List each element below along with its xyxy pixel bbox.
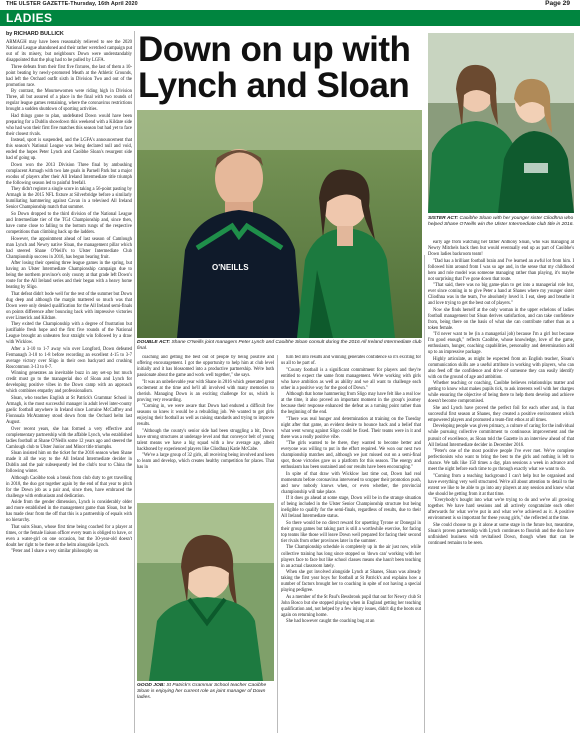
paragraph: If it does go ahead at some stage, Down will be in the strange situation of being included in the Ulster Senior Championship structure but being ineligible to qualify for the semi-finals, regardless of results, due to their All Ireland Intermediate status. bbox=[281, 496, 421, 520]
paragraph: However, the appointment ahead of last season of Camlough man Lynch and Newry native Sloan, the management pillar which had steered Shane O'Neill's to Ulster Intermediate Club Championship success in 2016, has begun bearing fruit. bbox=[6, 236, 132, 260]
publication-name: THE ULSTER GAZETTE-Thursday, 16th April 2020 bbox=[6, 1, 138, 7]
paragraph: "We've a large group of 32 girls, all receiving being involved and keen to learn and develop, which creates healthy competition for places. That has in bbox=[137, 453, 274, 471]
paragraph: "The girls wanted to be there, they wanted to become better and everyone was willing to put in the effort required. We won our next two championship matches and, although we just missed out on a semi-final spot, those victories gave us a platform for this season. The energy and enthusiasm has been sustained and our results have been encouraging." bbox=[281, 441, 421, 471]
job-caption-lead: GOOD JOB: bbox=[137, 683, 165, 688]
byline: by RICHARD BULLICK bbox=[6, 31, 64, 37]
paragraph: She could choose to go it alone at some stage in the future but, meantime, Sloan's proven partnership with Lynch continues to flourish and the duo have unfinished business with revitalised Down, though when that can be continued remains to be seen. bbox=[428, 522, 574, 546]
paragraph: "Although the county's senior side had been struggling a bit, Down have strong structures at underage level and that conveyor belt of young talent means we have a big squad with a low average age, albeit backboned by experienced players like Cliodhna) Katie McCabe. bbox=[137, 428, 274, 452]
main-photo-caption bbox=[137, 340, 422, 352]
article-column-1 bbox=[6, 31, 132, 733]
paragraph: "Dad has a brilliant football brain and I've learned an awful lot from him. I followed him around from I was so age and, in the sense that my childhood hero and role model was someone managing rather than playing, it's maybe not surprising that I've gone down that route. bbox=[428, 258, 574, 282]
paragraph: That defeat didn't bode well for the rest of the summer but Down dug deep and although the margin mattered so much was that Down were only denied qualification for the All Ireland semi-finals on points difference after bouncing back with impressive victories over Limerick and Kildare. bbox=[6, 291, 132, 321]
paragraph: turn fed into results and winning generates confidence so it's exciting for us all to be part of. bbox=[281, 355, 421, 367]
shirt-brand: O'NEILLS bbox=[212, 263, 249, 272]
article-column-3 bbox=[281, 355, 421, 733]
paragraph: So there would be no direct reward for upsetting Tyrone or Donegal in their group games but taking part is still a worthwhile exercise, for facing top teams like those will leave Down well prepared for facing their second tier rivals from other provinces later in the summer. bbox=[281, 520, 421, 544]
paragraph: After a 3-10 to 1-7 away win over Longford, Down defeated Fermanagh 3-10 to 1-8 before recording an excellent 4-15 to 3-7 average victory over Sligo in their own backyard and crushing Roscommon 3-13 to 0-7. bbox=[6, 346, 132, 370]
paragraph: "I'd never want to be (in a managerial job) because I'm a girl but because I'm good enough," reflects Caoibhe, whose knowledge, love of the game, enthusiasm, hunger, coaching capabilities, personality and determination add up to an impressive package. bbox=[428, 332, 574, 356]
section-banner bbox=[0, 10, 580, 26]
paragraph: Instead, sport is suspended, and the LGFA's announcement that this season's National League was being declared null and void, ended the hopes Peter Lynch and Caoibhe Sloan's resurgent side had of going up. bbox=[6, 138, 132, 162]
paragraph: ARMAGH may have been reasonably relieved to see the 2020 National League abandoned and their rather wretched campaign put out of its misery, but neighbours Down were understandably disappointed that the plug had to be pulled by LGFA. bbox=[6, 40, 132, 64]
section-title: LADIES bbox=[6, 11, 53, 25]
paragraph: When she got involved alongside Lynch at Shanes, Sloan was already taking the first year boys for football at St Patrick's and explains how a number of factors brought her to coaching in spite of not having a special playing pedigree. bbox=[281, 570, 421, 594]
paragraph: "It was an unbelievable year with Shane in 2016 which generated great excitement at the time and he'll all involved with many memories to cherish. Managing Down is an exciting challenge for us, which is proving very rewarding. bbox=[137, 379, 274, 403]
page-header bbox=[0, 0, 580, 10]
paragraph: That suits Sloan, whose first time being coached for a player at times, or the female liaison officer every team is obliged to have, or even a water-girl on one occasion, but the 30-year-old doesn't doubt her right to be there at the helm alongside Lynch. bbox=[6, 524, 132, 548]
paragraph: Winning generates an inevitable buzz in any set-up but much credit must go to the managerial duo of Sloan and Lynch for developing positive vibes in the Down camp with an approach which combines empathy and professionalism. bbox=[6, 371, 132, 395]
paragraph: She had however caught the coaching bug at an bbox=[286, 619, 375, 625]
paragraph: Although that home hammering from Sligo may have felt like a real low at the time, it also proved an important moment in the group's journey because their response enhanced the defeat as a turning point rather than the beginning of the end. bbox=[281, 392, 421, 416]
paragraph: Over recent years, she has formed a very effective and complementary partnership with the affable Lynch, who established ladies football at Shane O'Neills some 12 years ago and steered the Camlough club to Ulster Junior and Minor title triumphs. bbox=[6, 426, 132, 450]
main-photo bbox=[137, 110, 422, 338]
paragraph: coaching and getting the best out of people by being positive and offering encouragement. I got the opportunity to help him at club level initially and it has blossomed into a productive partnership. We're both passionate about the game and work well together," she says. bbox=[137, 355, 274, 379]
paragraph: "County football is a significant commitment for players and they're entitled to expect the same from management. We're working with girls who have ambition as well as ability and we all want to challenge each other in a positive way for the good of Down." bbox=[281, 367, 421, 391]
column-divider bbox=[134, 31, 135, 733]
paragraph: "Coming in, we were aware that Down had endured a difficult few seasons so knew it would be a rebuilding job. We wanted to get girls enjoying their football as well as raising standards and trying to improve results. bbox=[137, 404, 274, 428]
paragraph: After losing their opening three league games in the spring, but having an Ulster Intermediate Championship campaign due to being the northern province's only county at that grade left Down's route for the All Ireland series and their began with a heavy home beating by Sligo. bbox=[6, 261, 132, 291]
paragraph: Three defeats from their first five fixtures, the last of them a 10-point beating by newly-promoted Meath at the Athletic Grounds, had left the Orchard outfit sixth in Division Two and out of the promotion race. bbox=[6, 64, 132, 88]
paragraph: Whether teaching or coaching, Caoibhe believes relationships matter and getting to know what makes pupils tick, to ask interests well with her charges while ensuring the objective of being there to help them develop and achieve doesn't become compromised. bbox=[428, 381, 574, 405]
paragraph: In spite of that draw with Wicklow last time out, Down had real momentum before coronavirus intervened to scupper their promotion push, and now nobody knows when, or even whether, the provincial championship will take place. bbox=[281, 471, 421, 495]
paragraph: By contrast, the Mournewomen were riding high in Division Three, all but assured of a place in the final with two rounds of regular league games remaining, where the coronavirus restrictions brought a sudden shutdown of sporting activities. bbox=[6, 89, 132, 113]
column-divider bbox=[424, 255, 425, 733]
paragraph: The Championship schedule is completely up in the air just now, while collective training has long since stopped so 'down can' working with her players face to face but like school classes means she hasn't been teaching in an actual classroom lately. bbox=[281, 545, 421, 569]
paragraph: Developing people was given primacy, a culture of caring for the individual while pursuing collective commitment to continuous improvement and the pursuit of excellence, as Sloan told the Gazette in an interview ahead of that All Ireland Intermediate decider in December 2016. bbox=[428, 424, 574, 448]
paragraph: Now she finds herself at the only woman in the upper echelons of ladies football management but Sloan derives satisfaction, and can take confidence from, being there on the basis of what she can contribute rather than as a token female. bbox=[428, 307, 574, 331]
paragraph: Aside from the gender dimension, Lynch is considerably older and more established in the management game than Sloan, but he has made clear from the off that this is a partnership of equals with no hierarchy. bbox=[6, 500, 132, 524]
paragraph: As a member of the St Paul's Bessbrook pupil that out for Newry club St John Bosco but she stopped playing when in England getting her teaching qualification and, not helped by a few injury issues, didn't dig the boots out again on returning home. bbox=[281, 594, 421, 618]
paragraph: They didn't register a single score in taking a 56-point pasting by Armagh in the 2015 NFL fixture at Silverbridge before a similarly humiliating hammering against Cavan in a televised All Ireland Senior Championship match that summer. bbox=[6, 187, 132, 211]
paragraph: Down won the 2013 Division Three final by ambushing complacent Armagh with two late goals in Parnell Park but a major exodus of players after their All Ireland Intermediate title triumph the following season led to painful freefall. bbox=[6, 162, 132, 186]
paragraph: Sloan insisted him on the ticket for the 2016 season when Shane made it all the way to the All Ireland Intermediate decider in Dublin and the pair subsequently led the club's tour to China the following winter. bbox=[6, 451, 132, 475]
paragraph: So Down dropped to the third division of the National League and Intermediate tier of the TG4 Championship and, since then, have come close to falling to the bottom rungs of the respective competitions than climbing back up the ladders. bbox=[6, 211, 132, 235]
sister-caption-lead: SISTER ACT: bbox=[428, 216, 459, 221]
sisters-photo bbox=[428, 33, 574, 213]
teacher-photo-caption bbox=[137, 683, 274, 700]
paragraph: "There was real hunger and determination at training on the Tuesday night after that game, an evident desire to bounce back and a belief that what went wrong against Sligo could be fixed. Their teams were in it and there was a really positive vibe. bbox=[281, 416, 421, 440]
paragraph: "Coming from a teaching background I can't help but be organised and have everything very well structured. We're all about attention to detail to the extent we like to be able to go into any players at any session and know what she should be getting from it at that time. bbox=[428, 473, 574, 497]
paragraph: early age from watching her father Anthony Sloan, who was managing at Newry Mitchels back then but would eventually end up as part of Caoibhe's Down ladies backroom team! bbox=[428, 240, 574, 258]
article-column-4 bbox=[428, 240, 574, 733]
paragraph: "Peter and I share a very similar philosophy on bbox=[11, 549, 99, 555]
paragraph: "Peter's one of the most positive people I've ever met. We've complete perfectionists who want to bring the best to the girls and nothing is left to chance. We talk like 150 times a day, plan sessions a week in advance and meet the night before each time to go through exactly what we want to do. bbox=[428, 449, 574, 473]
paragraph: "Everybody's bought into what we're trying to do and we've all growing together. We have hard sessions and all actively congratulate each other afterwards for what we've put in and what we've achieved as it. A positive environment is so important for these young girls," she reflected at the time. bbox=[428, 498, 574, 522]
sisters-photo-caption bbox=[428, 216, 574, 228]
sister-caption-text: Caoibhe Sloan with her younger sister Cliodhna who helped Shane O'Neills win the Ulster Intermediate club title in 2016. bbox=[428, 216, 574, 227]
paragraph: "That said, there was no big game-plan to get into a managerial role but, ever since coming in to give Peter a hand at Shanes where my younger sister Cliodhna was in the team, I've absolutely loved it. I eat, sleep and breathe it and love trying to get the best out of players." bbox=[428, 283, 574, 307]
paragraph: They exited the Championship with a degree of frustration but justifiable fresh hope and the first five rounds of the National League brought an unbeaten four straight win followed by a draw with Wicklow. bbox=[6, 322, 132, 346]
page-number: Page 29 bbox=[545, 0, 570, 7]
main-caption-lead: DOUBLE ACT: bbox=[137, 340, 171, 345]
article-column-2 bbox=[137, 355, 274, 500]
headline: Down on up with Lynch and Sloan bbox=[138, 30, 411, 105]
paragraph: Highly articulate, as might be expected from an English teacher, Sloan's communication skills are a useful attribute in working with players, who can also feed off the confidence and drive of someone they can easily identify with on the ground of age and ambition. bbox=[428, 356, 574, 380]
paragraph: Although Caoibhe took a break from club duty to get travelling in 2018, the duo got together again by the end of that year to pitch for the Down job as a pair and, since then, have embraced the challenge with enthusiasm and dedication. bbox=[6, 475, 132, 499]
column-divider bbox=[277, 355, 278, 733]
paragraph: Had things gone to plan, undefeated Down would have been preparing for a Dublin showdown this weekend with a Kildare side who had won their first five matches this season but had yet to face their closest rivals. bbox=[6, 113, 132, 137]
paragraph: She and Lynch have proved the perfect foil for each other and, in that successful first season at Shanes, they created a positive environment which empowered players and promoted a team-first ethos at all times. bbox=[428, 405, 574, 423]
paragraph: Sloan, who teaches English at St Patrick's Grammar School in Armagh, is the most successful manager in adult level inter-county gaelic football anywhere in Ireland since Lorraine McCaffrey and Fionnuala McAtamney stood down from the Orchard helm last August. bbox=[6, 395, 132, 425]
job-caption-text: St Patrick's Grammar School teacher Caoibhe Sloan is enjoying her current role as joint manager of Down ladies. bbox=[137, 683, 267, 700]
teacher-photo bbox=[137, 503, 274, 681]
main-caption-text: Shane O'Neills joint managers Peter Lynch and Caoibhe Sloan consult during the 2016 All Ireland Intermediate club final. bbox=[137, 340, 422, 351]
